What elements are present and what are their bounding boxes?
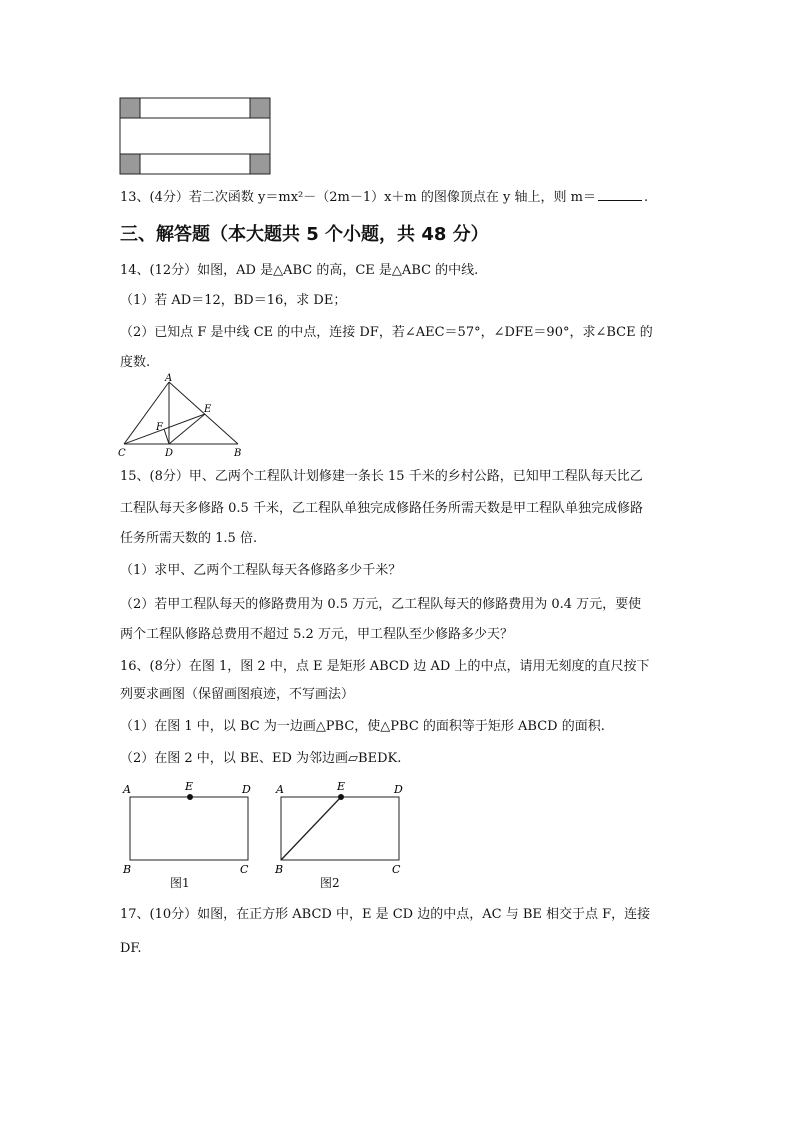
label-a: A: [165, 373, 173, 384]
label-b: B: [234, 448, 242, 459]
corner-square-tr: [250, 98, 270, 118]
q16-part2: （2）在图 2 中，以 BE、ED 为邻边画▱BEDK.: [120, 751, 402, 766]
corner-square-br: [250, 154, 270, 174]
point-e: [338, 794, 344, 800]
q15-line2: 工程队每天多修路 0.5 千米，乙工程队单独完成修路任务所需天数是甲工程队单独完成修路: [120, 501, 643, 516]
q14-triangle-figure: [116, 372, 250, 462]
fig2-label-c: C: [392, 863, 401, 876]
fig1-label-c: C: [240, 863, 249, 876]
label-c: C: [118, 448, 126, 459]
segment-df: [164, 429, 169, 444]
corner-square-tl: [120, 98, 140, 118]
q16-figure-1: [118, 778, 268, 878]
q16-figure-2-caption: 图2: [320, 876, 340, 890]
section-title: 三、解答题（本大题共 5 个小题，共 48 分）: [120, 224, 489, 245]
fig2-label-a: A: [276, 783, 284, 796]
label-e: E: [204, 404, 212, 415]
fig1-label-e: E: [185, 780, 194, 793]
rectangle-abcd: [130, 797, 248, 860]
q15-line3: 任务所需天数的 1.5 倍.: [120, 531, 258, 546]
rectangle-abcd: [281, 797, 399, 860]
q16-figure-1-caption: 图1: [170, 876, 190, 890]
q16-part1: （1）在图 1 中，以 BC 为一边画△PBC，使△PBC 的面积等于矩形 ABCD 的面积.: [120, 719, 605, 734]
side-ac: [124, 382, 169, 444]
outer-rect: [120, 98, 270, 174]
fig2-label-d: D: [394, 783, 403, 796]
q17-line2: DF.: [120, 941, 142, 956]
fig1-label-b: B: [123, 863, 132, 876]
fig1-label-d: D: [242, 783, 251, 796]
q14-stem: 14、(12分）如图，AD 是△ABC 的高，CE 是△ABC 的中线.: [120, 263, 479, 278]
segment-be: [281, 797, 341, 860]
q17-line1: 17、(10分）如图，在正方形 ABCD 中，E 是 CD 边的中点，AC 与 BE 相交于点 F，连接: [120, 907, 651, 922]
q14-part1: （1）若 AD＝12，BD＝16，求 DE；: [120, 293, 347, 308]
point-e: [187, 794, 193, 800]
q14-part2-line1: （2）已知点 F 是中线 CE 的中点，连接 DF，若∠AEC＝57°，∠DFE＝90°，求∠BCE 的: [120, 325, 653, 340]
q15-part2-line1: （2）若甲工程队每天的修路费用为 0.5 万元，乙工程队每天的修路费用为 0.4 万元，要使: [120, 597, 642, 612]
fig1-label-a: A: [123, 783, 131, 796]
label-d: D: [165, 448, 174, 459]
q13-end: .: [643, 190, 649, 205]
corner-square-bl: [120, 154, 140, 174]
q15-line1: 15、(8分）甲、乙两个工程队计划修建一条长 15 千米的乡村公路，已知甲工程队每天比乙: [120, 469, 643, 484]
corner-squares-figure: [118, 96, 274, 176]
q16-figure-2: [270, 778, 420, 878]
q13-line: [120, 188, 648, 207]
fig2-label-b: B: [275, 863, 284, 876]
label-f: F: [156, 422, 163, 433]
q13-answer-blank: [598, 188, 642, 201]
fig2-label-e: E: [337, 780, 346, 793]
q15-part1: （1）求甲、乙两个工程队每天各修路多少千米？: [120, 563, 402, 578]
segment-de: [169, 414, 205, 444]
q14-part2-line2: 度数.: [120, 355, 151, 370]
q13-text: 13、(4分）若二次函数 y＝mx²－（2m－1）x＋m 的图像顶点在 y 轴上，则 m＝: [120, 190, 596, 205]
q15-part2-line2: 两个工程队修路总费用不超过 5.2 万元，甲工程队至少修路多少天？: [120, 627, 513, 642]
q16-line1: 16、(8分）在图 1，图 2 中，点 E 是矩形 ABCD 边 AD 上的中点，请用无刻度的直尺按下: [120, 659, 650, 674]
q16-line2: 列要求画图（保留画图痕迹，不写画法）: [120, 687, 355, 702]
